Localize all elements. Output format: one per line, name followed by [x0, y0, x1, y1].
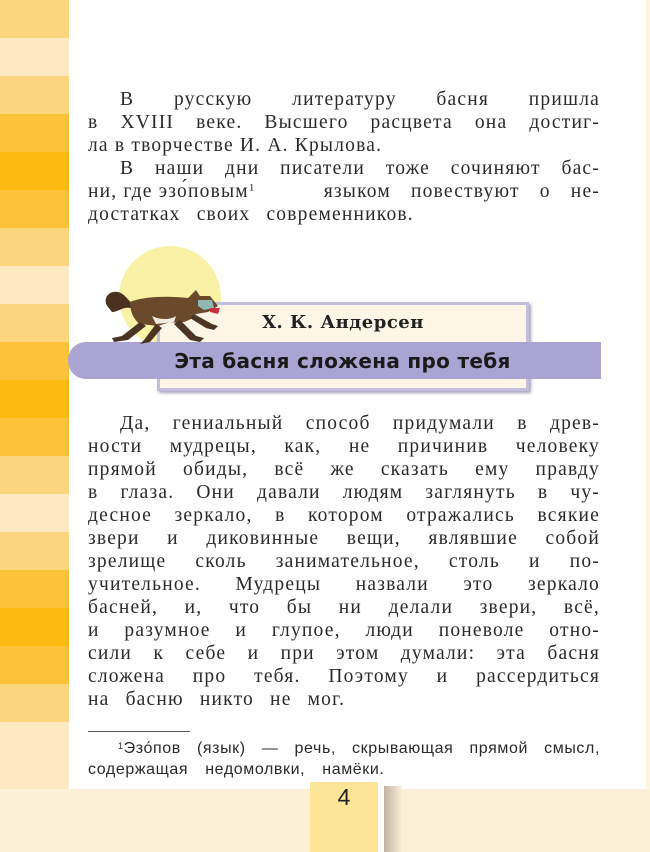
stripe — [0, 114, 69, 152]
stripe — [0, 76, 69, 114]
story-body — [88, 412, 600, 711]
footnote-divider — [88, 731, 190, 732]
stripe — [0, 418, 69, 456]
body-line: сили к себе и при этом думали: эта басня — [88, 643, 600, 664]
body-line: на басню никто не мог. — [88, 689, 346, 710]
intro-line-part: языком повествуют о не- — [323, 181, 600, 202]
footnote-reference[interactable]: 1 — [248, 182, 256, 194]
stripe — [0, 456, 69, 494]
stripe — [0, 152, 69, 190]
stripe — [0, 722, 69, 760]
stripe — [0, 342, 69, 380]
stripe — [0, 532, 69, 570]
decorative-stripes — [0, 0, 69, 790]
footnote — [88, 738, 600, 780]
page-number: 4 — [337, 784, 351, 810]
body-line: сложена про тебя. Поэтому и рассердиться — [88, 666, 600, 687]
body-line: зрелище сколь занимательное, столь и по- — [88, 551, 600, 572]
story-title: Эта басня сложена про тебя — [174, 349, 511, 373]
running-fox-icon — [100, 282, 225, 347]
intro-line-part: ни, где эзо́повым — [88, 181, 249, 202]
stripe — [0, 190, 69, 228]
stripe — [0, 228, 69, 266]
page-gutter-shadow — [384, 786, 402, 852]
footnote-text: Эзо́пов (язык) — речь, скрывающая прямой смысл, — [123, 740, 600, 757]
body-line: басней, и, что бы ни делали звери, всё, — [88, 597, 600, 618]
body-line: Да, гениальный способ придумали в древ- — [120, 413, 600, 434]
stripe — [0, 646, 69, 684]
intro-line: В наши дни писатели тоже сочиняют бас- — [120, 158, 600, 179]
body-line: прямой обиды, всё же сказать ему правду — [88, 459, 600, 480]
stripe — [0, 494, 69, 532]
footnote-line — [88, 738, 600, 759]
footnote-line: содержащая недомолвки, намёки. — [88, 761, 385, 778]
footnote-marker: 1 — [118, 741, 124, 751]
stripe — [0, 608, 69, 646]
stripe — [0, 38, 69, 76]
intro-line-with-footnote — [88, 180, 600, 203]
stripe — [0, 380, 69, 418]
stripe — [0, 266, 69, 304]
intro-line: ла в творчестве И. А. Крылова. — [88, 135, 383, 156]
page-right-edge — [646, 0, 650, 790]
body-line: десное зеркало, в котором отражались всякие — [88, 505, 600, 526]
page-number-box — [310, 782, 378, 852]
stripe — [0, 684, 69, 722]
stripe — [0, 0, 69, 38]
intro-line: достатках своих современников. — [88, 204, 414, 225]
intro-text — [88, 88, 600, 226]
intro-line: В русскую литературу басня пришла — [120, 89, 600, 110]
body-line: ности мудрецы, как, не причинив человеку — [88, 436, 600, 457]
intro-line: в XVIII веке. Высшего расцвета она достиг- — [88, 112, 600, 133]
body-line: и разумное и глупое, люди поневоле отно- — [88, 620, 600, 641]
author-name: Х. К. Андерсен — [262, 312, 424, 333]
body-line: учительное. Мудрецы назвали это зеркало — [88, 574, 600, 595]
body-line: в глаза. Они давали людям заглянуть в чу- — [88, 482, 600, 503]
stripe — [0, 304, 69, 342]
body-line: звери и диковинные вещи, являвшие собой — [88, 528, 600, 549]
stripe — [0, 570, 69, 608]
